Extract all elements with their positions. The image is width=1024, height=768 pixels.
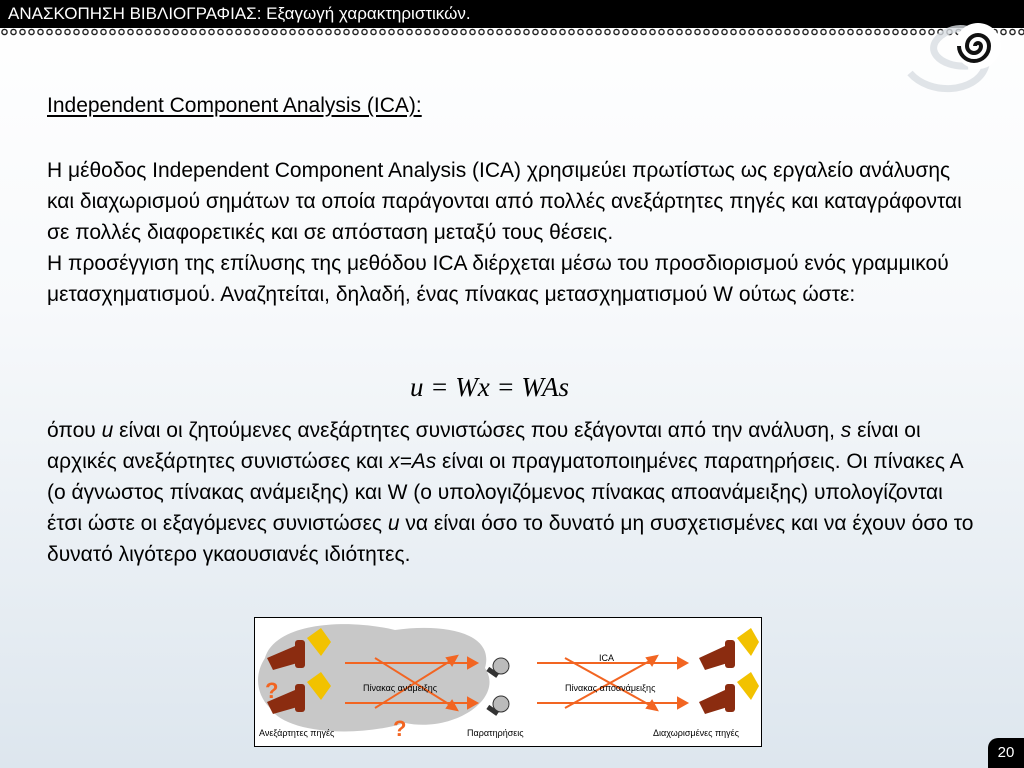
sources-label: Ανεξάρτητες πηγές [259,728,335,738]
text-span: όπου [47,419,102,442]
microphone-icon [486,696,509,716]
separated-sources-label: Διαχωρισμένες πηγές [653,728,740,738]
decorative-pattern [0,28,1024,36]
paragraph-ica-approach: Η προσέγγιση της επίλυσης της μεθόδου ICA διέρχεται μέσω του προσδιορισμού ενός γραμμικού μετασχηματισμού. Αναζητείται, δηλαδή, ένας πίνακας μετασχηματισμού W ούτως ώστε: [47,252,949,306]
text-span: είναι οι ζητούμενες ανεξάρτητες συνιστώσες που εξάγονται από την ανάλυση, [113,419,841,442]
ica-formula: u = Wx = WAs [410,372,570,402]
var-u: u [387,512,400,535]
decorative-border [0,28,1024,36]
ica-diagram [254,617,762,747]
paragraph-ica-description: Η μέθοδος Independent Component Analysis (ICA) χρησιμεύει πρωτίστως ως εργαλείο ανάλυσης και διαχωρισμού σημάτων τα οποία παράγονται από πολλές ανεξάρτητες πηγές και καταγράφονται σε πολλές διαφορετικές και σε απόσταση μεταξύ τους θέσεις. [47,159,962,244]
microphone-icon [486,658,509,678]
text-span: είναι οι πραγματοποιημένες παρατηρήσεις. Οι πίνακες Α (ο άγνωστος πίνακας ανάμειξης) και W (ο υπολογιζόμενος πίνακας αποανάμειξης) υπολογίζονται έτσι ώστε οι εξαγόμενες συνιστώσες [47,450,963,535]
megaphone-icon [699,672,759,714]
text-span: να είναι όσο το δυνατό μη συσχετισμένες και να έχουν όσο το δυνατό λιγότερο γκαουσιανές ιδιότητες. [47,512,974,566]
var-u: u [101,419,114,442]
page-number: 20 [988,738,1024,768]
slide-heading: Independent Component Analysis (ICA): [47,94,422,117]
mixing-matrix-label: Πίνακας ανάμειξης [363,683,438,693]
question-mark-icon: ? [393,716,407,741]
ica-diagram-graphic [255,618,761,746]
var-x-as: x=As [388,450,437,473]
megaphone-icon [699,628,759,670]
unmixing-matrix-label: Πίνακας αποανάμειξης [565,683,656,693]
spiral-logo-icon [890,8,1010,108]
body-text-block [47,155,977,310]
question-mark-icon: ? [265,678,279,703]
source-cloud [258,624,489,731]
title-bar [0,0,1024,28]
observations-label: Παρατηρήσεις [467,728,524,738]
var-s: s [840,419,852,442]
ica-label: ICA [599,653,615,663]
paragraph-variable-definitions [47,415,977,570]
slide-section-title: ΑΝΑΣΚΟΠΗΣΗ ΒΙΒΛΙΟΓΡΑΦΙΑΣ: Εξαγωγή χαρακτηριστικών. [8,4,471,23]
text-span: είναι οι αρχικές ανεξάρτητες συνιστώσες και [47,419,921,473]
